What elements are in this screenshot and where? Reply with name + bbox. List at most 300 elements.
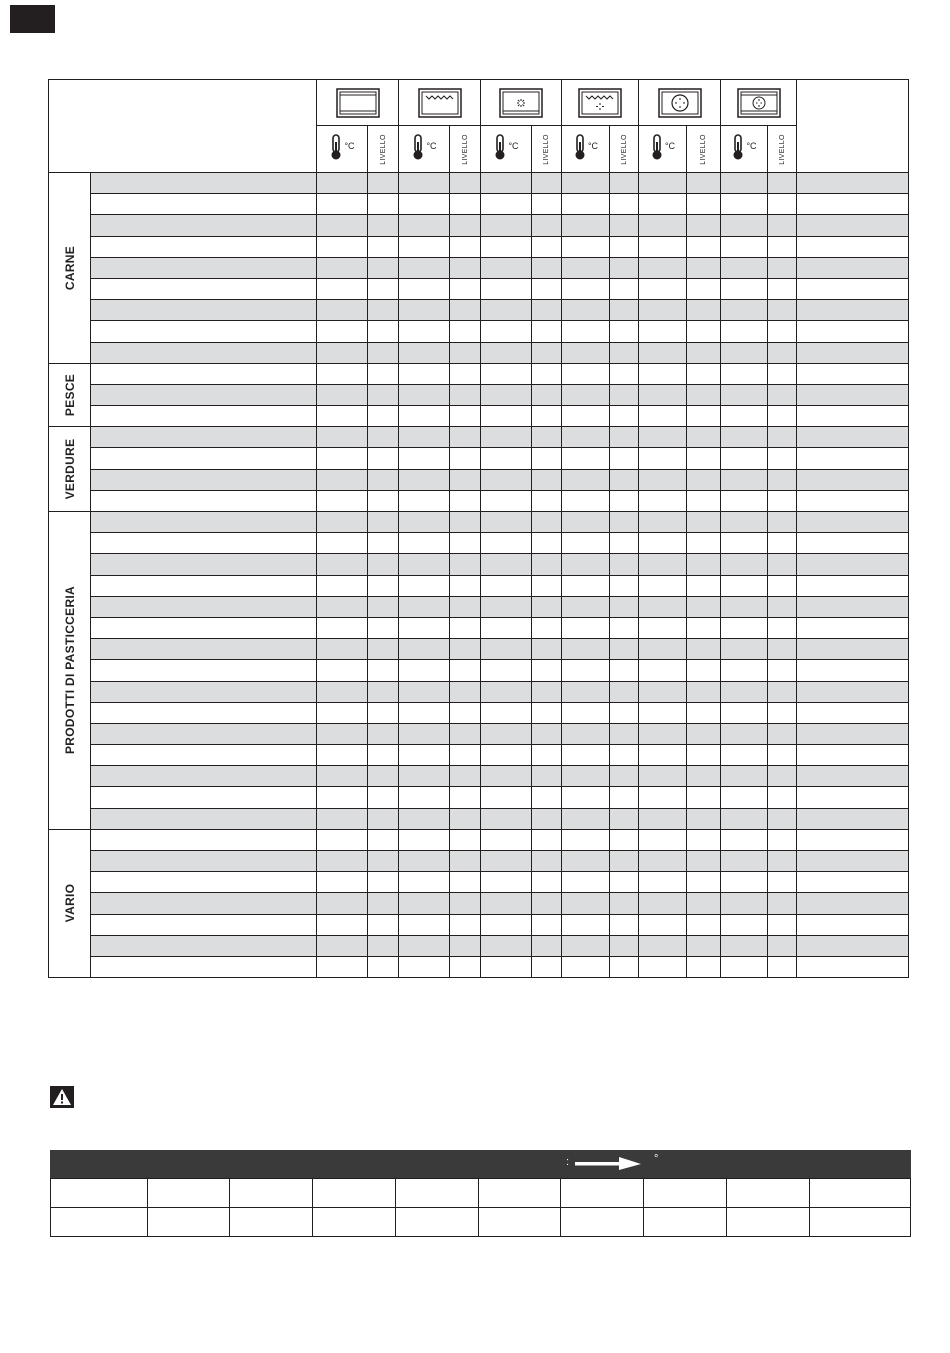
conversion-cell [479,1179,561,1208]
value-cell [768,554,797,575]
value-cell [532,787,562,808]
value-cell [721,278,768,299]
value-cell [721,215,768,236]
value-cell [399,448,450,469]
value-cell [687,893,721,914]
value-cell [481,745,532,766]
value-cell [532,194,562,215]
value-cell [532,829,562,850]
food-name-cell [91,173,317,194]
food-name-cell [91,808,317,829]
value-cell [687,384,721,405]
value-cell [481,681,532,702]
value-cell [721,512,768,533]
value-cell [368,512,399,533]
value-cell [481,554,532,575]
value-cell [399,617,450,638]
value-cell [532,851,562,872]
value-cell [368,723,399,744]
right-arrow-icon [575,1157,641,1171]
value-cell [399,575,450,596]
value-cell [481,596,532,617]
value-cell [687,702,721,723]
value-cell [532,448,562,469]
value-cell [687,787,721,808]
value-cell [368,490,399,511]
value-cell [610,660,639,681]
value-cell [317,575,368,596]
value-cell [368,469,399,490]
value-cell [399,956,450,977]
conversion-cell [727,1208,810,1237]
value-cell [721,554,768,575]
table-row [49,406,909,427]
temp-unit: °C [344,141,355,151]
value-cell [399,787,450,808]
food-name-cell [91,448,317,469]
value-cell [687,342,721,363]
value-cell [639,766,687,787]
value-cell [768,236,797,257]
value-cell [481,406,532,427]
value-cell [532,384,562,405]
value-cell [481,872,532,893]
value-cell [687,956,721,977]
notes-cell [797,935,909,956]
conversion-row [51,1179,911,1208]
value-cell [317,660,368,681]
category-label [49,173,91,364]
value-cell [532,639,562,660]
value-cell [399,914,450,935]
value-cell [317,681,368,702]
notes-cell [797,384,909,405]
notes-cell [797,745,909,766]
value-cell [317,363,368,384]
value-cell [481,639,532,660]
value-cell [610,681,639,702]
value-cell [562,702,610,723]
value-cell [532,745,562,766]
food-name-cell [91,787,317,808]
value-cell [562,639,610,660]
table-row [49,893,909,914]
value-cell [532,702,562,723]
conversion-cell [810,1208,911,1237]
value-cell [562,215,610,236]
value-cell [721,300,768,321]
value-cell [450,342,481,363]
value-cell [610,448,639,469]
value-cell [610,787,639,808]
table-row [49,617,909,638]
table-row [49,723,909,744]
value-cell [639,427,687,448]
value-cell [562,257,610,278]
value-cell [399,342,450,363]
value-cell [532,893,562,914]
value-cell [368,787,399,808]
value-cell [610,512,639,533]
value-cell [399,639,450,660]
value-cell [399,406,450,427]
value-cell [610,300,639,321]
value-cell [768,851,797,872]
value-cell [450,872,481,893]
thermometer-icon [493,133,507,166]
category-text: PRODOTTI DI PASTICCERIA [62,586,77,755]
value-cell [639,872,687,893]
notes-cell [797,448,909,469]
value-cell [450,469,481,490]
value-cell [532,914,562,935]
top-heat-grill-icon [418,88,462,118]
value-cell [639,787,687,808]
notes-cell [797,681,909,702]
value-cell [399,596,450,617]
value-cell [721,575,768,596]
value-cell [481,321,532,342]
value-cell [450,575,481,596]
table-row [49,935,909,956]
value-cell [610,278,639,299]
value-cell [399,702,450,723]
notes-cell [797,596,909,617]
table-row [49,554,909,575]
value-cell [317,448,368,469]
value-cell [450,533,481,554]
value-cell [687,406,721,427]
value-cell [317,236,368,257]
value-cell [562,512,610,533]
value-cell [768,660,797,681]
food-name-cell [91,851,317,872]
conversion-table [50,1178,911,1237]
value-cell [450,745,481,766]
food-name-cell [91,935,317,956]
table-row [49,829,909,850]
value-cell [639,490,687,511]
value-cell [317,173,368,194]
value-cell [639,914,687,935]
value-cell [532,512,562,533]
table-row [49,469,909,490]
value-cell [721,427,768,448]
food-name-cell [91,342,317,363]
value-cell [317,872,368,893]
value-cell [532,342,562,363]
value-cell [481,278,532,299]
value-cell [317,554,368,575]
value-cell [721,342,768,363]
notes-cell [797,893,909,914]
value-cell [721,935,768,956]
value-cell [562,723,610,744]
value-cell [399,723,450,744]
value-cell [721,490,768,511]
table-row [49,384,909,405]
value-cell [687,808,721,829]
value-cell [368,236,399,257]
value-cell [317,512,368,533]
value-cell [768,617,797,638]
value-cell [450,300,481,321]
header-notes-blank [797,80,909,173]
value-cell [399,872,450,893]
value-cell [562,173,610,194]
value-cell [317,639,368,660]
table-row [49,956,909,977]
value-cell [639,342,687,363]
value-cell [368,956,399,977]
food-name-cell [91,766,317,787]
value-cell [562,448,610,469]
value-cell [768,681,797,702]
value-cell [721,702,768,723]
table-row [49,533,909,554]
food-name-cell [91,723,317,744]
food-name-cell [91,194,317,215]
value-cell [687,660,721,681]
value-cell [687,173,721,194]
value-cell [610,384,639,405]
table-row [49,321,909,342]
value-cell [562,406,610,427]
temp-unit: °C [426,141,437,151]
value-cell [639,173,687,194]
table-row [49,342,909,363]
value-cell [687,363,721,384]
value-cell [399,427,450,448]
value-cell [721,851,768,872]
thermometer-icon [731,133,745,166]
value-cell [768,935,797,956]
value-cell [317,808,368,829]
value-cell [450,829,481,850]
value-cell [562,300,610,321]
value-cell [687,215,721,236]
value-cell [368,660,399,681]
value-cell [399,490,450,511]
value-cell [368,363,399,384]
value-cell [687,427,721,448]
notes-cell [797,321,909,342]
thermometer-icon [329,133,343,166]
value-cell [481,575,532,596]
value-cell [368,554,399,575]
value-cell [481,363,532,384]
value-cell [768,300,797,321]
value-cell [399,194,450,215]
table-row [49,596,909,617]
temp-unit: °C [508,141,519,151]
notes-cell [797,342,909,363]
value-cell [317,617,368,638]
value-cell [399,745,450,766]
table-row [49,787,909,808]
category-label [49,363,91,427]
conversion-header-bar [50,1150,911,1178]
value-cell [721,660,768,681]
value-cell [399,660,450,681]
value-cell [368,194,399,215]
value-cell [317,490,368,511]
value-cell [721,914,768,935]
value-cell [399,278,450,299]
value-cell [317,829,368,850]
value-cell [562,596,610,617]
value-cell [562,893,610,914]
value-cell [639,533,687,554]
value-cell [639,554,687,575]
value-cell [317,257,368,278]
value-cell [610,173,639,194]
conversion-cell [230,1208,313,1237]
value-cell [481,829,532,850]
value-cell [368,872,399,893]
value-cell [399,363,450,384]
value-cell [562,851,610,872]
conversion-colon: : [566,1156,570,1168]
value-cell [368,935,399,956]
value-cell [687,257,721,278]
value-cell [532,575,562,596]
value-cell [481,490,532,511]
temp-unit: °C [587,141,599,151]
value-cell [368,215,399,236]
thermometer-icon [573,133,587,166]
value-cell [610,215,639,236]
value-cell [450,914,481,935]
value-cell [481,427,532,448]
table-row [49,194,909,215]
notes-cell [797,766,909,787]
value-cell [687,617,721,638]
value-cell [317,702,368,723]
value-cell [768,321,797,342]
value-cell [481,173,532,194]
value-cell [368,427,399,448]
value-cell [687,194,721,215]
table-row [49,639,909,660]
value-cell [768,173,797,194]
value-cell [721,893,768,914]
value-cell [768,363,797,384]
value-cell [610,617,639,638]
value-cell [639,745,687,766]
value-cell [368,257,399,278]
value-cell [399,554,450,575]
value-cell [481,723,532,744]
value-cell [639,215,687,236]
category-text: VARIO [62,884,77,923]
value-cell [687,554,721,575]
notes-cell [797,427,909,448]
value-cell [481,257,532,278]
food-name-cell [91,681,317,702]
category-text: PESCE [62,373,77,417]
value-cell [399,469,450,490]
value-cell [399,215,450,236]
value-cell [532,363,562,384]
table-row [49,448,909,469]
conversion-cell [644,1208,727,1237]
value-cell [687,872,721,893]
value-cell [687,596,721,617]
value-cell [721,533,768,554]
value-cell [721,808,768,829]
conversion-degree: ° [654,1153,659,1165]
value-cell [532,321,562,342]
value-cell [368,639,399,660]
value-cell [532,278,562,299]
value-cell [368,766,399,787]
value-cell [368,914,399,935]
value-cell [639,681,687,702]
notes-cell [797,215,909,236]
table-row [49,766,909,787]
value-cell [368,681,399,702]
value-cell [317,533,368,554]
value-cell [562,935,610,956]
value-cell [532,427,562,448]
value-cell [562,278,610,299]
food-name-cell [91,639,317,660]
food-name-cell [91,533,317,554]
value-cell [639,596,687,617]
conversion-cell [230,1179,313,1208]
value-cell [317,596,368,617]
notes-cell [797,723,909,744]
value-cell [481,702,532,723]
table-row [49,215,909,236]
thermometer-icon [411,133,425,166]
value-cell [768,914,797,935]
value-cell [399,384,450,405]
notes-cell [797,851,909,872]
value-cell [610,702,639,723]
table-row [49,872,909,893]
notes-cell [797,278,909,299]
value-cell [687,766,721,787]
value-cell [450,596,481,617]
value-cell [639,384,687,405]
value-cell [687,935,721,956]
value-cell [562,745,610,766]
value-cell [562,872,610,893]
value-cell [450,639,481,660]
value-cell [768,723,797,744]
value-cell [450,257,481,278]
conversion-cell [51,1179,148,1208]
value-cell [639,617,687,638]
notes-cell [797,956,909,977]
notes-cell [797,808,909,829]
conversion-cell [148,1179,230,1208]
value-cell [399,681,450,702]
thermometer-icon [650,133,664,166]
value-cell [450,681,481,702]
value-cell [562,787,610,808]
food-name-cell [91,384,317,405]
value-cell [562,914,610,935]
value-cell [639,935,687,956]
notes-cell [797,554,909,575]
table-row [49,702,909,723]
value-cell [639,893,687,914]
value-cell [481,236,532,257]
value-cell [562,236,610,257]
